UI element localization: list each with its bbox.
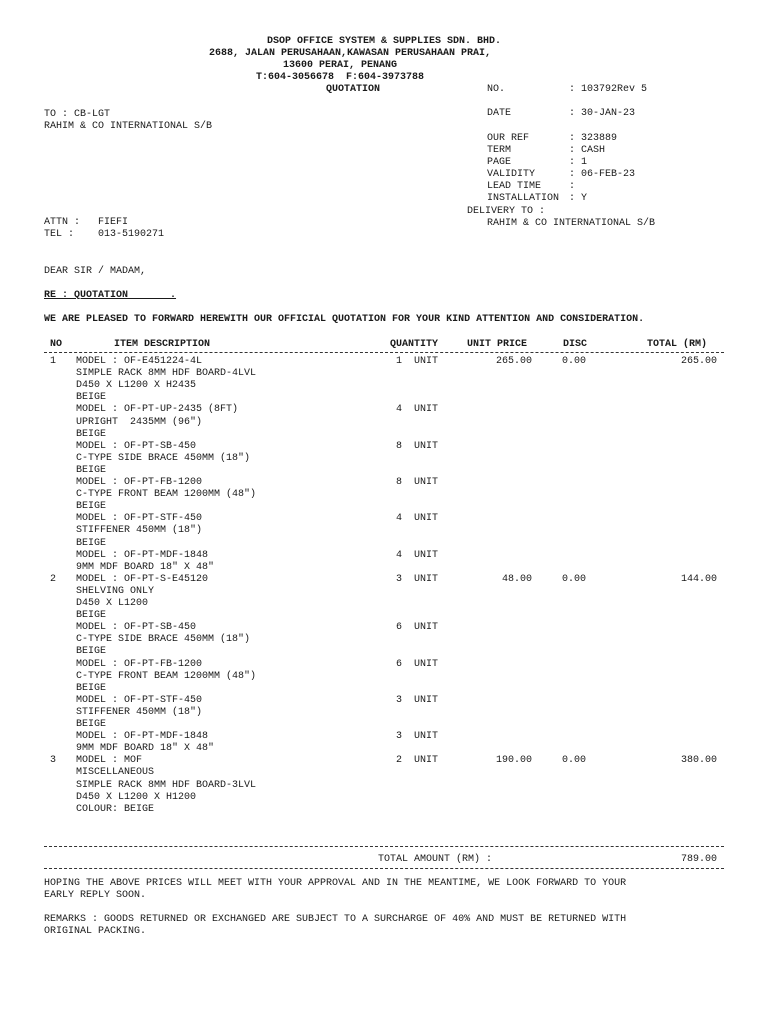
- item-description-line: MODEL : OF-PT-UP-2435 (8FT): [76, 404, 239, 416]
- meta-value: : 323889: [569, 133, 618, 144]
- item-description-line: BEIGE: [76, 646, 107, 658]
- item-description-line: MODEL : OF-PT-STF-450: [76, 694, 203, 706]
- col-quantity: QUANTITY: [390, 339, 439, 350]
- item-quantity: 3 UNIT: [396, 694, 439, 706]
- meta-value: : 06-FEB-23: [569, 169, 636, 180]
- item-description-line: MODEL : OF-PT-FB-1200: [76, 658, 203, 670]
- meta-label: LEAD TIME: [487, 181, 542, 192]
- recipient-code: TO : CB-LGT: [44, 109, 111, 120]
- meta-label: NO.: [487, 84, 506, 95]
- item-quantity: 4 UNIT: [396, 513, 439, 525]
- item-unit-price: 190.00: [495, 755, 532, 767]
- closing-line-2: EARLY REPLY SOON.: [44, 890, 147, 901]
- meta-label: PAGE: [487, 157, 512, 168]
- meta-label: TERM: [487, 145, 512, 156]
- remarks-line-2: ORIGINAL PACKING.: [44, 926, 147, 937]
- meta-value: : 30-JAN-23: [569, 108, 636, 119]
- item-description-line: MISCELLANEOUS: [76, 767, 155, 779]
- item-description-line: STIFFENER 450MM (18"): [76, 706, 203, 718]
- total-divider-bottom: [44, 868, 724, 869]
- company-address-1: 2688, JALAN PERUSAHAAN,KAWASAN PERUSAHAAN PRAI,: [208, 48, 492, 59]
- meta-value: : Y: [569, 193, 588, 204]
- salutation: DEAR SIR / MADAM,: [44, 266, 147, 277]
- delivery-to-value: RAHIM & CO INTERNATIONAL S/B: [487, 218, 656, 229]
- item-description-line: D450 X L1200 X H1200: [76, 791, 197, 803]
- item-quantity: 8 UNIT: [396, 477, 439, 488]
- item-description-line: SHELVING ONLY: [76, 585, 155, 597]
- item-total: 144.00: [680, 573, 717, 585]
- item-description-line: MODEL : OF-PT-SB-450: [76, 622, 197, 634]
- item-description-line: BEIGE: [76, 464, 107, 476]
- item-description-line: D450 X L1200: [76, 598, 149, 609]
- item-description-line: MODEL : OF-PT-MDF-1848: [76, 731, 209, 743]
- item-quantity: 4 UNIT: [396, 549, 439, 561]
- company-address-2: 13600 PERAI, PENANG: [282, 60, 398, 71]
- item-description-line: C-TYPE SIDE BRACE 450MM (18"): [76, 634, 251, 646]
- col-disc: DISC: [563, 339, 588, 350]
- item-quantity: 6 UNIT: [396, 658, 439, 670]
- item-description-line: 9MM MDF BOARD 18" X 48": [76, 561, 215, 573]
- item-description-line: C-TYPE FRONT BEAM 1200MM (48"): [76, 489, 257, 501]
- total-value: 789.00: [680, 854, 717, 865]
- meta-value: :: [569, 181, 576, 192]
- meta-label: VALIDITY: [487, 169, 536, 180]
- item-disc: 0.00: [562, 356, 587, 367]
- meta-value: : CASH: [569, 145, 606, 156]
- item-description-line: 9MM MDF BOARD 18" X 48": [76, 743, 215, 755]
- item-description-line: BEIGE: [76, 719, 107, 730]
- total-label: TOTAL AMOUNT (RM) :: [378, 854, 493, 865]
- col-no: NO: [50, 339, 63, 350]
- company-phone: T:604-3056678 F:604-3973788: [255, 72, 425, 83]
- intro-text: WE ARE PLEASED TO FORWARD HEREWITH OUR OFFICIAL QUOTATION FOR YOUR KIND ATTENTION AND CONSIDERATION.: [44, 314, 645, 325]
- item-quantity: 1 UNIT: [396, 356, 439, 367]
- closing-line-1: HOPING THE ABOVE PRICES WILL MEET WITH YOUR APPROVAL AND IN THE MEANTIME, WE LOOK FORWARD TO YOUR: [44, 878, 627, 889]
- item-description-line: MODEL : OF-PT-MDF-1848: [76, 549, 209, 561]
- item-description-line: MODEL : MOF: [76, 755, 143, 767]
- item-disc: 0.00: [562, 755, 587, 767]
- item-quantity: 3 UNIT: [396, 731, 439, 743]
- re-line: RE : QUOTATION .: [44, 290, 177, 301]
- meta-label: DATE: [487, 108, 512, 119]
- item-description-line: BEIGE: [76, 428, 107, 440]
- header-divider: [44, 352, 724, 353]
- item-quantity: 8 UNIT: [396, 440, 439, 452]
- item-quantity: 3 UNIT: [396, 573, 439, 585]
- item-description-line: MODEL : OF-PT-FB-1200: [76, 477, 203, 488]
- document-title: QUOTATION: [326, 84, 381, 95]
- item-total: 380.00: [680, 755, 717, 767]
- item-description-line: BEIGE: [76, 392, 107, 404]
- delivery-to-label: DELIVERY TO :: [467, 206, 546, 217]
- item-description-line: C-TYPE SIDE BRACE 450MM (18"): [76, 452, 251, 464]
- meta-value: : 1: [569, 157, 588, 168]
- item-description-line: BEIGE: [76, 682, 107, 694]
- attention: ATTN : FIEFI: [44, 217, 129, 228]
- item-description-line: MODEL : OF-E451224-4L: [76, 356, 203, 367]
- item-description-line: COLOUR: BEIGE: [76, 803, 155, 815]
- item-description-line: STIFFENER 450MM (18"): [76, 525, 203, 537]
- item-no: 3: [50, 755, 57, 767]
- item-description-line: UPRIGHT 2435MM (96"): [76, 416, 203, 428]
- item-no: 1: [50, 356, 57, 367]
- item-total: 265.00: [680, 356, 717, 367]
- item-quantity: 4 UNIT: [396, 404, 439, 416]
- item-unit-price: 48.00: [501, 573, 532, 585]
- col-description: ITEM DESCRIPTION: [114, 339, 211, 350]
- col-total: TOTAL (RM): [647, 339, 708, 350]
- item-description-line: C-TYPE FRONT BEAM 1200MM (48"): [76, 670, 257, 682]
- item-description-line: D450 X L1200 X H2435: [76, 380, 197, 392]
- meta-label: OUR REF: [487, 133, 530, 144]
- item-description-line: SIMPLE RACK 8MM HDF BOARD-4LVL: [76, 368, 257, 380]
- item-no: 2: [50, 573, 57, 585]
- item-description-line: SIMPLE RACK 8MM HDF BOARD-3LVL: [76, 779, 257, 791]
- item-quantity: 6 UNIT: [396, 622, 439, 634]
- remarks-line-1: REMARKS : GOODS RETURNED OR EXCHANGED ARE SUBJECT TO A SURCHARGE OF 40% AND MUST BE RETURNED WITH: [44, 914, 627, 925]
- col-unit-price: UNIT PRICE: [467, 339, 528, 350]
- item-quantity: 2 UNIT: [396, 755, 439, 767]
- item-description-line: MODEL : OF-PT-STF-450: [76, 513, 203, 525]
- telephone: TEL : 013-5190271: [44, 229, 165, 240]
- meta-label: INSTALLATION: [487, 193, 560, 204]
- recipient-name: RAHIM & CO INTERNATIONAL S/B: [44, 121, 213, 132]
- item-description-line: BEIGE: [76, 610, 107, 622]
- item-description-line: BEIGE: [76, 537, 107, 549]
- meta-value: : 103792Rev 5: [569, 84, 648, 95]
- item-disc: 0.00: [562, 573, 587, 585]
- item-description-line: BEIGE: [76, 501, 107, 513]
- item-description-line: MODEL : OF-PT-S-E45120: [76, 573, 209, 585]
- company-name: DSOP OFFICE SYSTEM & SUPPLIES SDN. BHD.: [266, 36, 502, 47]
- item-description-line: MODEL : OF-PT-SB-450: [76, 440, 197, 452]
- item-unit-price: 265.00: [495, 356, 532, 367]
- total-divider-top: [44, 846, 724, 847]
